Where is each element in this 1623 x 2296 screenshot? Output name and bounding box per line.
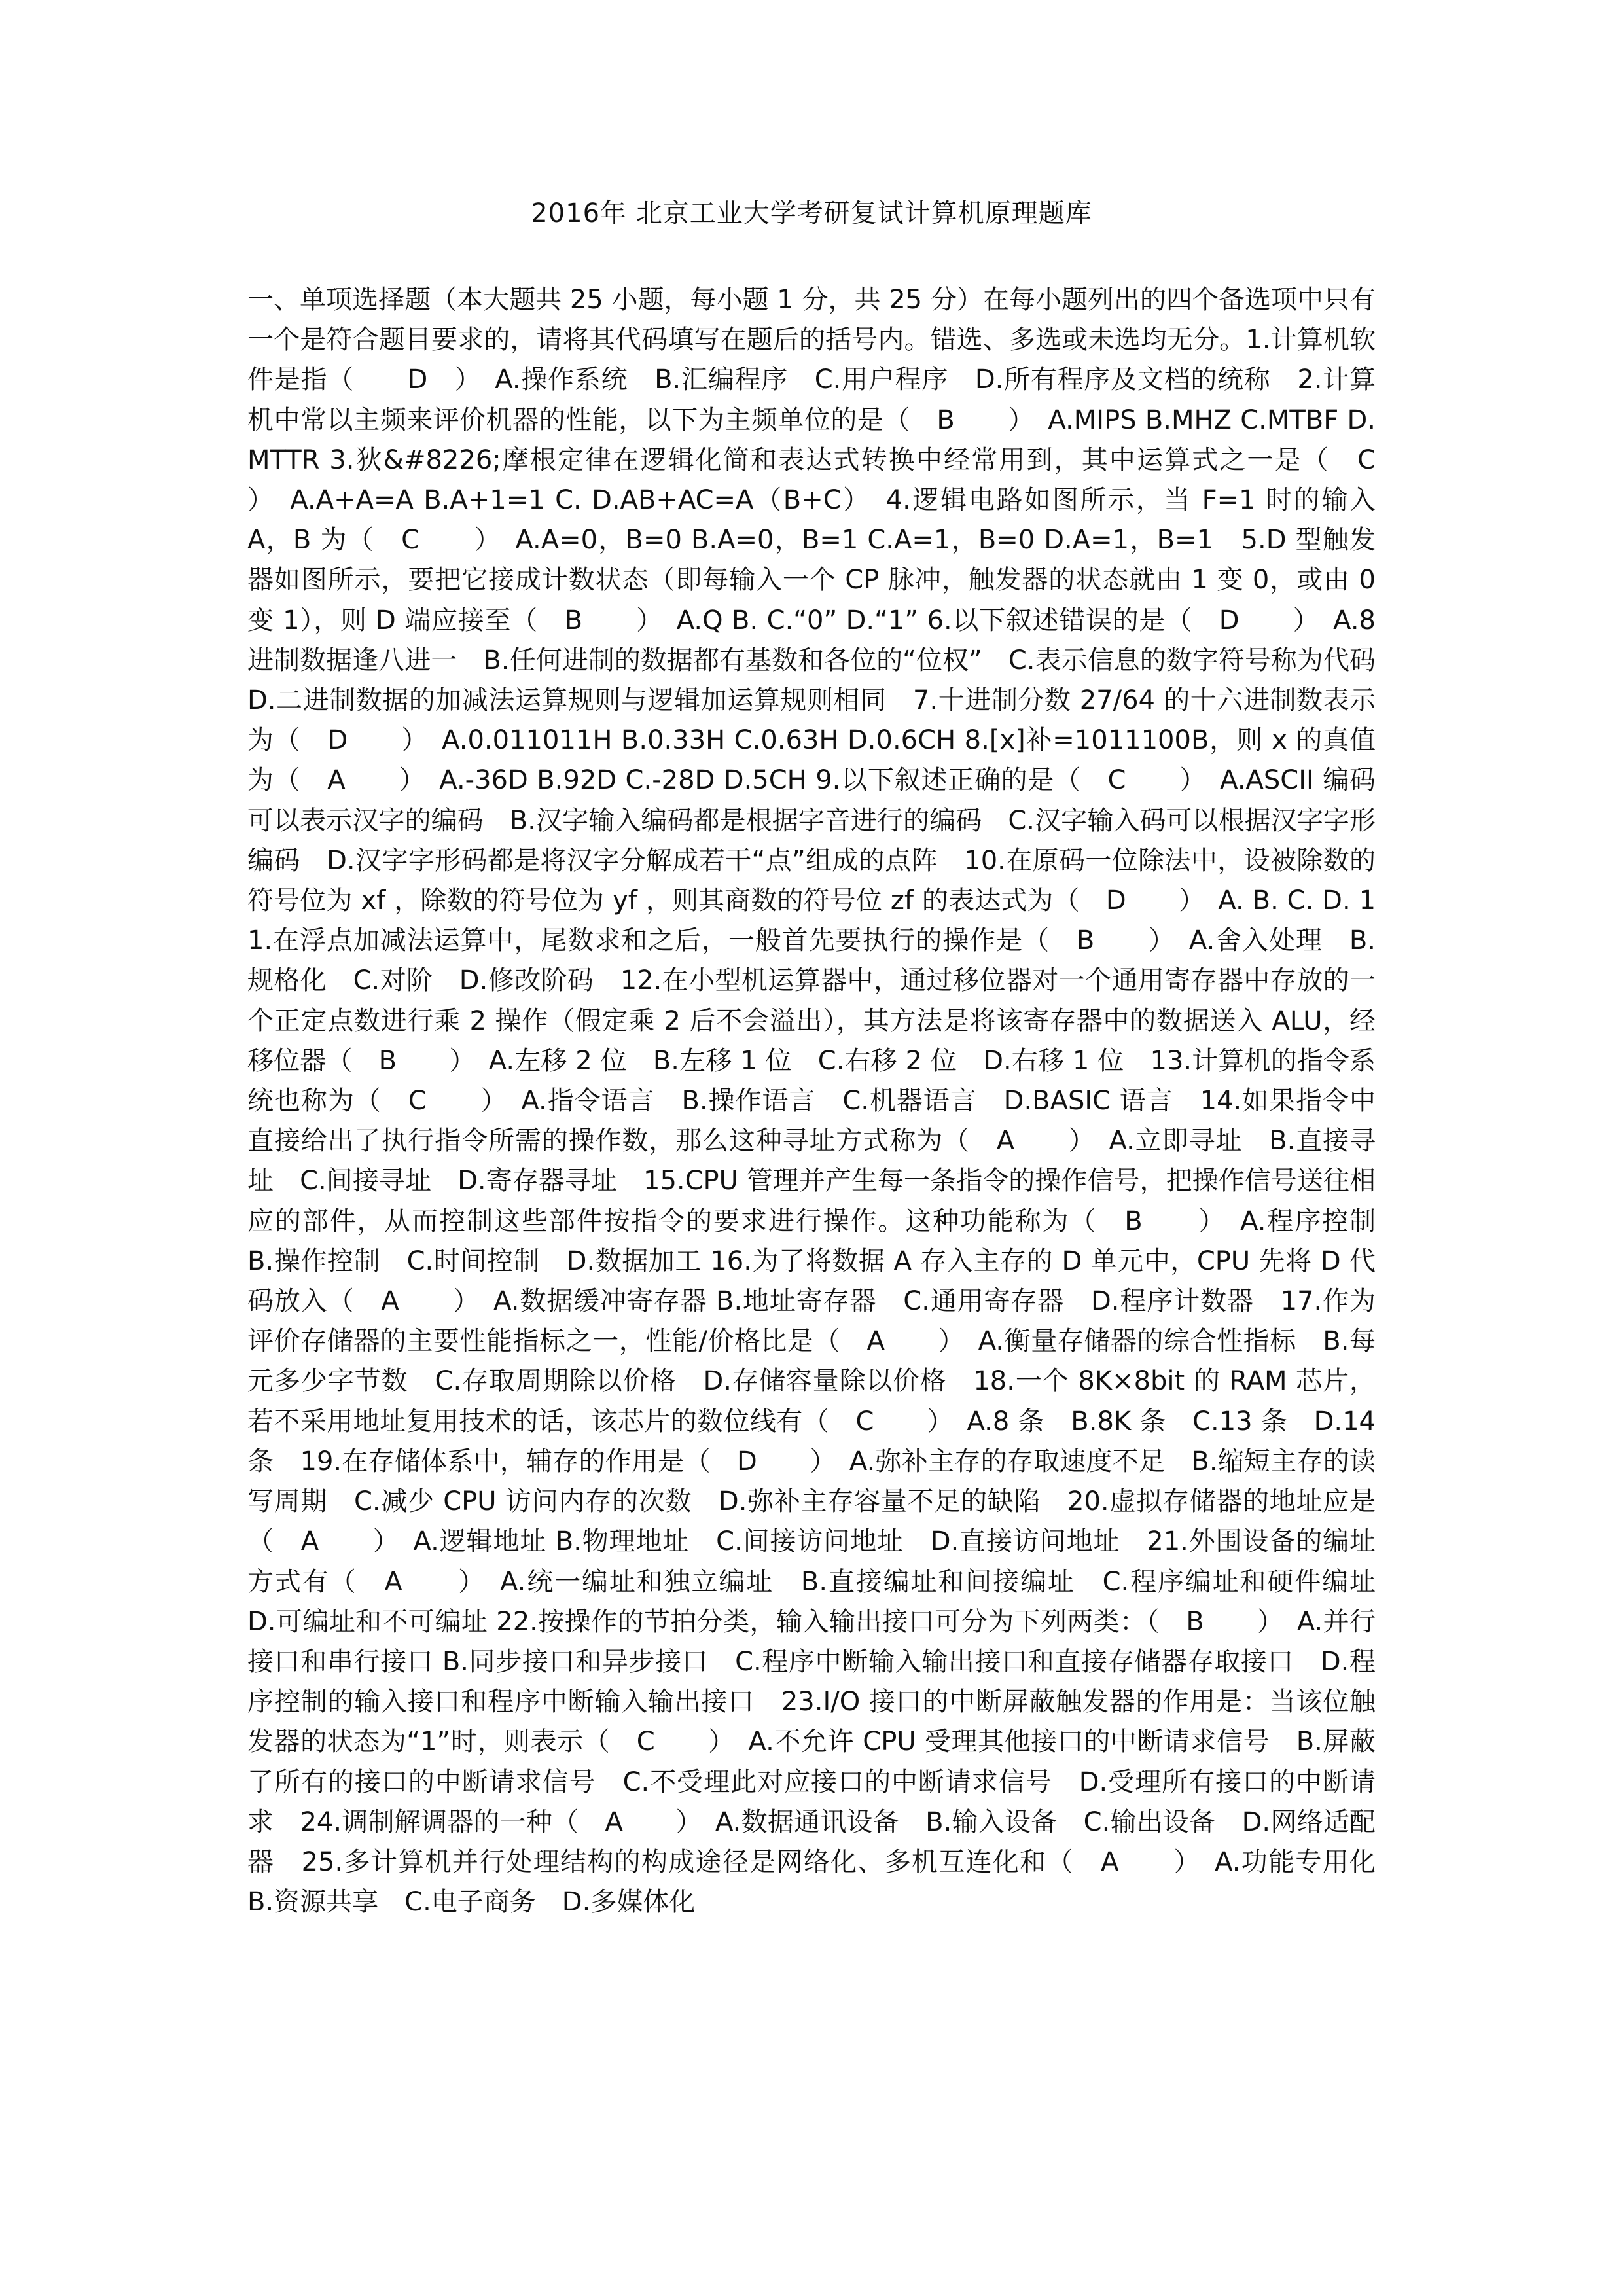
question-24: 24.调制解调器的一种（ A ） A.数据通讯设备 B.输入设备 C.输出设备 D.网络适配器: [247, 1806, 1376, 1877]
question-25: 25.多计算机并行处理结构的构成途径是网络化、多机互连化和（ A ） A.功能专用化 B.资源共享 C.电子商务 D.多媒体化: [247, 1846, 1402, 1918]
question-13: 13.计算机的指令系统也称为（ C ） A.指令语言 B.操作语言 C.机器语言 D.BASIC 语言: [247, 1045, 1376, 1117]
question-18: 18.一个 8K×8bit 的 RAM 芯片，若不采用地址复用技术的话，该芯片的数位线有（ C ） A.8 条 B.8K 条 C.13 条 D.14 条: [247, 1366, 1376, 1477]
question-10: 10.在原码一位除法中，设被除数的符号位为 xf ，除数的符号位为 yf ，则其商数的符号位 zf 的表达式为（ D ） A. B. C. D.: [247, 845, 1376, 916]
question-11: 11.在浮点加减法运算中，尾数求和之后，一般首先要执行的操作是（ B ） A.舍入处理 B.规格化 C.对阶 D.修改阶码: [247, 886, 1376, 996]
question-21: 21.外围设备的编址方式有（ A ） A.统一编址和独立编址 B.直接编址和间接编址 C.程序编址和硬件编址 D.可编址和不可编址: [247, 1526, 1402, 1637]
question-14: 14.如果指令中直接给出了执行指令所需的操作数，那么这种寻址方式称为（ A ） A.立即寻址 B.直接寻址 C.间接寻址 D.寄存器寻址: [247, 1086, 1376, 1196]
section-intro: 一、单项选择题（本大题共 25 小题，每小题 1 分，共 25 分）在每小题列出的四个备选项中只有一个是符合题目要求的，请将其代码填写在题后的括号内。错选、多选或未选均无分。: [247, 285, 1376, 355]
question-8: 8.[x]补=1011100B，则 x 的真值为（ A ） A.-36D B.92D C.-28D D.5CH: [247, 725, 1376, 796]
question-15: 15.CPU 管理并产生每一条指令的操作信号，把操作信号送往相应的部件，从而控制这些部件按指令的要求进行操作。这种功能称为（ B ） A.程序控制 B.操作控制 C.时间控制 D.数据加工: [247, 1166, 1402, 1276]
question-3: 3.狄&#8226;摩根定律在逻辑化简和表达式转换中经常用到，其中运算式之一是（ C ） A.A+A=A B.A+1=1 C. D.AB+AC=A（B+C）: [247, 444, 1429, 516]
question-19: 19.在存储体系中，辅存的作用是（ D ） A.弥补主存的存取速度不足 B.缩短主存的读写周期 C.减少 CPU 访问内存的次数 D.弥补主存容量不足的缺陷: [247, 1446, 1376, 1517]
question-22: 22.按操作的节拍分类，输入输出接口可分为下列两类：（ B ） A.并行接口和串行接口 B.同步接口和异步接口 C.程序中断输入输出接口和直接存储器存取接口 D.程序控制的输入接口和程序中断输入输出接口: [247, 1606, 1376, 1717]
question-4: 4.逻辑电路如图所示，当 F=1 时的输入 A，B 为（ C ） A.A=0，B=0 B.A=0，B=1 C.A=1，B=0 D.A=1，B=1: [247, 485, 1376, 556]
question-12: 12.在小型机运算器中，通过移位器对一个通用寄存器中存放的一个正定点数进行乘 2 操作（假定乘 2 后不会溢出），其方法是将该寄存器中的数据送入 ALU，经移位器（ B ） A.左移 2 位 B.左移 1 位 C.右移 2 位 D.右移 1 位: [247, 965, 1376, 1076]
question-7: 7.十进制分数 27/64 的十六进制数表示为（ D ） A.0.011011H B.0.33H C.0.63H D.0.6CH: [247, 685, 1376, 756]
question-1: 1.计算机软件是指（ D ） A.操作系统 B.汇编程序 C.用户程序 D.所有程序及文档的统称: [247, 325, 1376, 395]
question-16: 16.为了将数据 A 存入主存的 D 单元中，CPU 先将 D 代码放入（ A ） A.数据缓冲寄存器 B.地址寄存器 C.通用寄存器 D.程序计数器: [247, 1246, 1376, 1317]
question-text-block: [247, 280, 1429, 1922]
question-6: 6.以下叙述错误的是（ D ） A.8 进制数据逢八进一 B.任何进制的数据都有基数和各位的“位权” C.表示信息的数字符号称为代码 D.二进制数据的加减法运算规则与逻辑加运算规则相同: [247, 605, 1402, 716]
document-title: 2016年 北京工业大学考研复试计算机原理题库: [531, 198, 1092, 228]
question-9: 9.以下叙述正确的是（ C ） A.ASCII 编码可以表示汉字的编码 B.汉字输入编码都是根据字音进行的编码 C.汉字输入码可以根据汉字字形编码 D.汉字字形码都是将汉字分解成若干“点”组成的点阵: [247, 765, 1376, 876]
question-2: 2.计算机中常以主频来评价机器的性能，以下为主频单位的是（ B ） A.MIPS B.MHZ C.MTBF D.MTTR: [247, 365, 1376, 475]
question-17: 17.作为评价存储器的主要性能指标之一，性能/价格比是（ A ） A.衡量存储器的综合性指标 B.每元多少字节数 C.存取周期除以价格 D.存储容量除以价格: [247, 1286, 1376, 1397]
question-23: 23.I/O 接口的中断屏蔽触发器的作用是：当该位触发器的状态为“1”时，则表示（ C ） A.不允许 CPU 受理其他接口的中断请求信号 B.屏蔽了所有的接口的中断请求信号 C.不受理此对应接口的中断请求信号 D.受理所有接口的中断请求: [247, 1687, 1376, 1837]
question-20: 20.虚拟存储器的地址应是（ A ） A.逻辑地址 B.物理地址 C.间接访问地址 D.直接访问地址: [247, 1486, 1376, 1557]
question-5: 5.D 型触发器如图所示，要把它接成计数状态（即每输入一个 CP 脉冲，触发器的状态就由 1 变 0，或由 0 变 1），则 D 端应接至（ B ） A.Q B. C.“0” D.“1”: [247, 525, 1376, 636]
